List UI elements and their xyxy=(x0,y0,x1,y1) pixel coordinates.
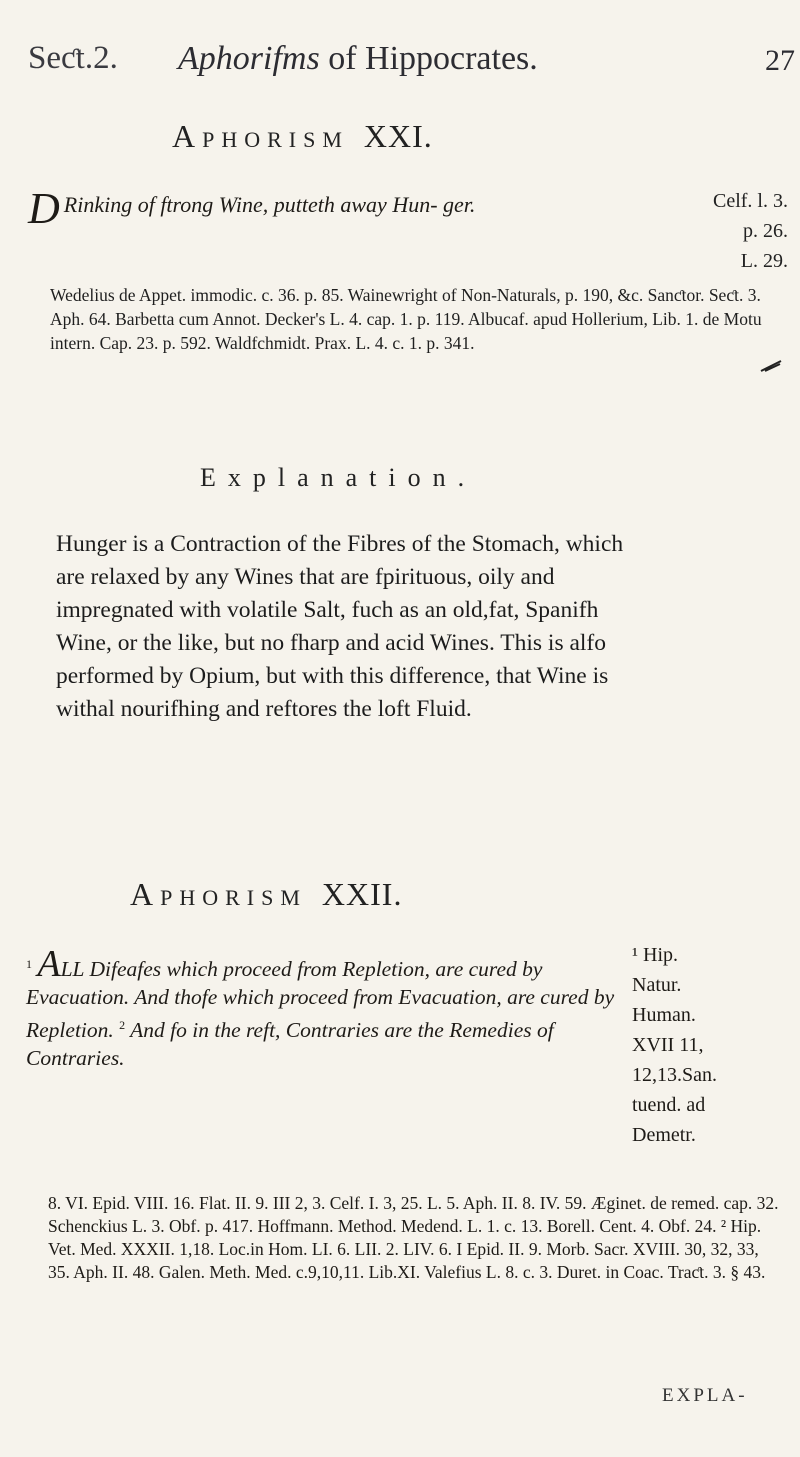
catchword: EXPLA- xyxy=(662,1385,748,1406)
aphorism-22-dropcap: A xyxy=(37,943,61,986)
sidenote-line: p. 26. xyxy=(743,220,788,242)
aphorism-21-heading-word: Aphorism xyxy=(172,118,349,154)
sidenote-line: Natur. xyxy=(632,974,682,996)
aphorism-21-text-block xyxy=(28,184,588,233)
sidenote-line: Human. xyxy=(632,1004,696,1026)
sidenote-line: Celf. l. 3. xyxy=(713,190,788,212)
aphorism-22-text-2: And fo in the reft, Contraries are the Remedies of Contraries. xyxy=(26,1018,554,1071)
running-head xyxy=(28,40,795,90)
aphorism-21-sidenote xyxy=(650,186,788,276)
section-label: Seƈt.2. xyxy=(28,40,118,76)
aphorism-21-text: Rinking of ftrong Wine, putteth away Hun- ger. xyxy=(63,192,476,217)
explanation-heading: Explanation. xyxy=(200,463,477,492)
aphorism-22-heading-word: Aphorism xyxy=(130,876,307,912)
aphorism-22-text-block xyxy=(26,943,626,1072)
running-title xyxy=(178,40,538,78)
aphorism-22-references: 8. VI. Epid. VIII. 16. Flat. II. 9. III 2, 3. Celf. I. 3, 25. L. 5. Aph. II. 8. IV. 59. Æginet. de remed. cap. 32. Schenckius L. 3. Obf. p. 417. Hoffmann. Method. Medend. L. 1. c. 13. Borell. Cent. 4. Obf. 24. ² Hip. Vet. Med. XXXII. 1,18. Loc.in Hom. LI. 6. LII. 2. LIV. 6. I Epid. II. 9. Morb. Sacr. XVIII. 30, 32, 33, 35. Aph. II. 48. Galen. Meth. Med. c.9,10,11. Lib.XI. Valefius L. 8. c. 3. Duret. in Coac. Traƈt. 3. § 43. xyxy=(48,1193,779,1282)
note-marker: 1 xyxy=(26,957,32,971)
aphorism-22-text-1: LL Difeafes which proceed from Repletion, are cured by Evacuation. And thofe which proceed from Evacuation, are cured by Repletion. xyxy=(26,957,615,1043)
sidenote-line: XVII 11, xyxy=(632,1034,704,1056)
page-number: 27 xyxy=(765,44,795,77)
explanation-body: Hunger is a Contraction of the Fibres of the Stomach, which are relaxed by any Wines that are fpirituous, oily and impregnated with volatile Salt, fuch as an old,fat, Spanifh Wine, or the like, but no fharp and acid Wines. This is alfo performed by Opium, but with this difference, that Wine is withal nourifhing and reftores the loft Fluid. xyxy=(56,531,624,722)
sidenote-line: tuend. ad xyxy=(632,1094,706,1116)
aphorism-21-references: Wedelius de Appet. immodic. c. 36. p. 85. Wainewright of Non-Naturals, p. 190, &c. Sanƈtor. Seƈt. 3. Aph. 64. Barbetta cum Annot. Decker's L. 4. cap. 1. p. 119. Albucaf. apud Hollerium, Lib. 1. de Motu intern. Cap. 23. p. 592. Waldfchmidt. Prax. L. 4. c. 1. p. 341. xyxy=(50,285,762,353)
note-marker: 2 xyxy=(119,1018,126,1033)
sidenote-line: 12,13.San. xyxy=(632,1064,717,1086)
aphorism-21-heading xyxy=(172,118,433,155)
aphorism-22-heading xyxy=(130,876,402,913)
aphorism-21-dropcap: D xyxy=(28,184,60,233)
pen-mark-icon xyxy=(760,360,782,372)
running-title-italic: Aphorifms xyxy=(178,40,320,77)
aphorism-22-number: XXII. xyxy=(321,876,403,912)
sidenote-line: L. 29. xyxy=(740,250,788,272)
aphorism-22-sidenote xyxy=(632,940,792,1150)
sidenote-line: ¹ Hip. xyxy=(632,944,678,966)
running-title-rest: of Hippocrates. xyxy=(319,40,538,77)
aphorism-21-number: XXI. xyxy=(363,118,433,154)
sidenote-line: Demetr. xyxy=(632,1124,696,1146)
